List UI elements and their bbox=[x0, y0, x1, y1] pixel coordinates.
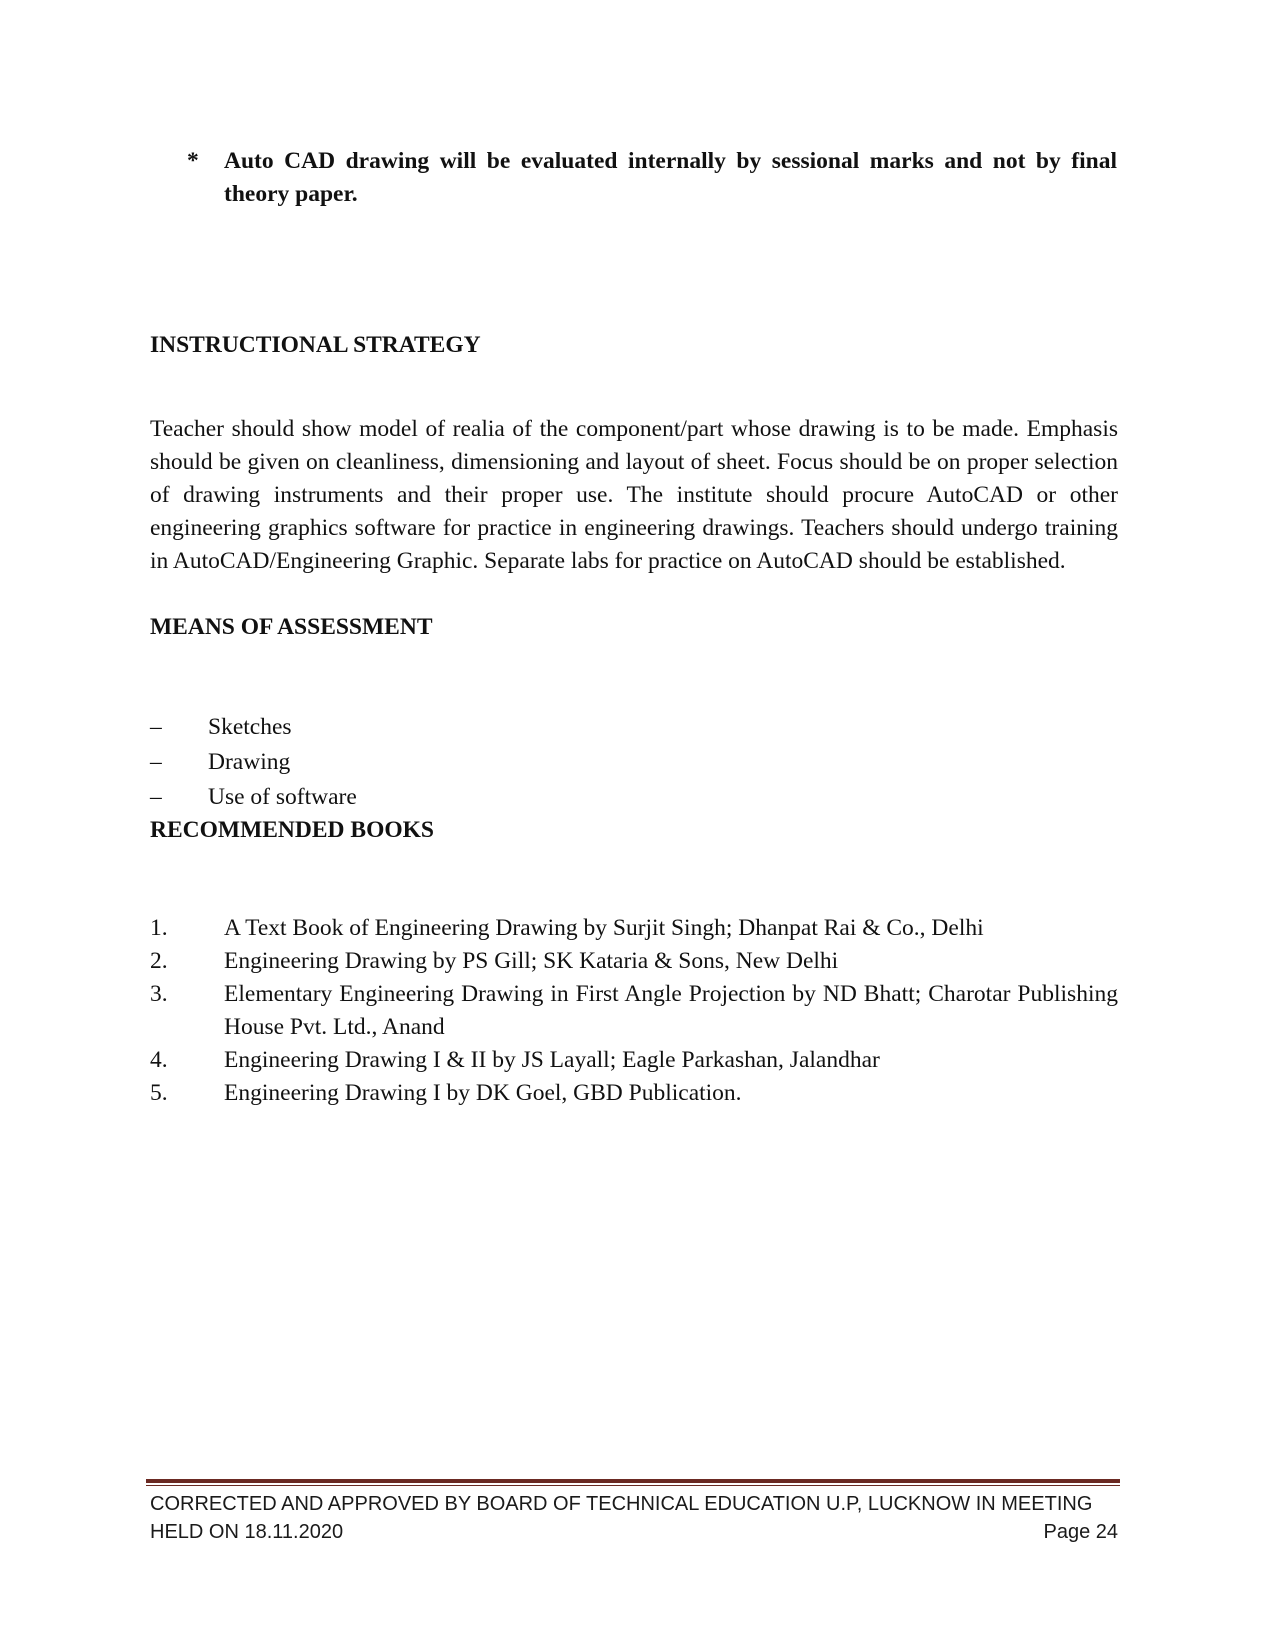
book-text: Elementary Engineering Drawing in First Angle Projection by ND Bhatt; Charotar Publishing House Pvt. Ltd., Anand bbox=[224, 981, 1118, 1040]
footer-row bbox=[150, 1518, 1118, 1546]
instructional-strategy-paragraph: Teacher should show model of realia of the component/part whose drawing is to be made. Emphasis should be given on cleanliness, dimensioning and layout of sheet. Focus should be on proper selection of drawing instruments and their proper use. The institute should procure AutoCAD or other engineering graphics software for practice in engineering drawings. Teachers should undergo training in AutoCAD/Engineering Graphic. Separate labs for practice on AutoCAD should be established. bbox=[150, 416, 1118, 574]
book-text: Engineering Drawing by PS Gill; SK Kataria & Sons, New Delhi bbox=[224, 948, 839, 974]
book-item bbox=[150, 978, 1118, 1044]
list-item bbox=[150, 710, 750, 745]
note-text: Auto CAD drawing will be evaluated internally by sessional marks and not by final theory paper. bbox=[224, 148, 1117, 207]
footer-divider bbox=[146, 1479, 1120, 1483]
list-item bbox=[150, 745, 750, 780]
book-text: Engineering Drawing I by DK Goel, GBD Publication. bbox=[224, 1080, 742, 1106]
list-item-text: Use of software bbox=[208, 784, 357, 810]
page-footer bbox=[150, 1490, 1118, 1546]
instructional-strategy-heading: INSTRUCTIONAL STRATEGY bbox=[150, 332, 481, 358]
book-text: A Text Book of Engineering Drawing by Surjit Singh; Dhanpat Rai & Co., Delhi bbox=[224, 915, 984, 941]
book-number: 2. bbox=[150, 948, 168, 974]
book-item bbox=[150, 945, 1118, 978]
recommended-books-heading: RECOMMENDED BOOKS bbox=[150, 817, 434, 843]
book-number: 4. bbox=[150, 1047, 168, 1073]
list-item-text: Sketches bbox=[208, 714, 292, 740]
list-item-text: Drawing bbox=[208, 749, 291, 775]
means-of-assessment-heading: MEANS OF ASSESSMENT bbox=[150, 614, 433, 640]
book-number: 5. bbox=[150, 1080, 168, 1106]
book-number: 3. bbox=[150, 981, 168, 1007]
dash-marker: – bbox=[150, 784, 162, 810]
page-number: Page 24 bbox=[1043, 1521, 1118, 1543]
footer-approval-line: CORRECTED AND APPROVED BY BOARD OF TECHNICAL EDUCATION U.P, LUCKNOW IN MEETING bbox=[150, 1493, 1093, 1515]
recommended-books-list bbox=[150, 912, 1118, 1110]
dash-marker: – bbox=[150, 749, 162, 775]
autocad-evaluation-note bbox=[187, 145, 1117, 211]
footer-divider-thin bbox=[146, 1485, 1120, 1486]
book-item bbox=[150, 1044, 1118, 1077]
footer-date-line: HELD ON 18.11.2020 bbox=[150, 1521, 344, 1543]
assessment-list bbox=[150, 710, 750, 815]
book-item bbox=[150, 912, 1118, 945]
book-item bbox=[150, 1077, 1118, 1110]
dash-marker: – bbox=[150, 714, 162, 740]
note-asterisk: * bbox=[187, 148, 199, 174]
book-number: 1. bbox=[150, 915, 168, 941]
list-item bbox=[150, 780, 750, 815]
book-text: Engineering Drawing I & II by JS Layall; Eagle Parkashan, Jalandhar bbox=[224, 1047, 880, 1073]
